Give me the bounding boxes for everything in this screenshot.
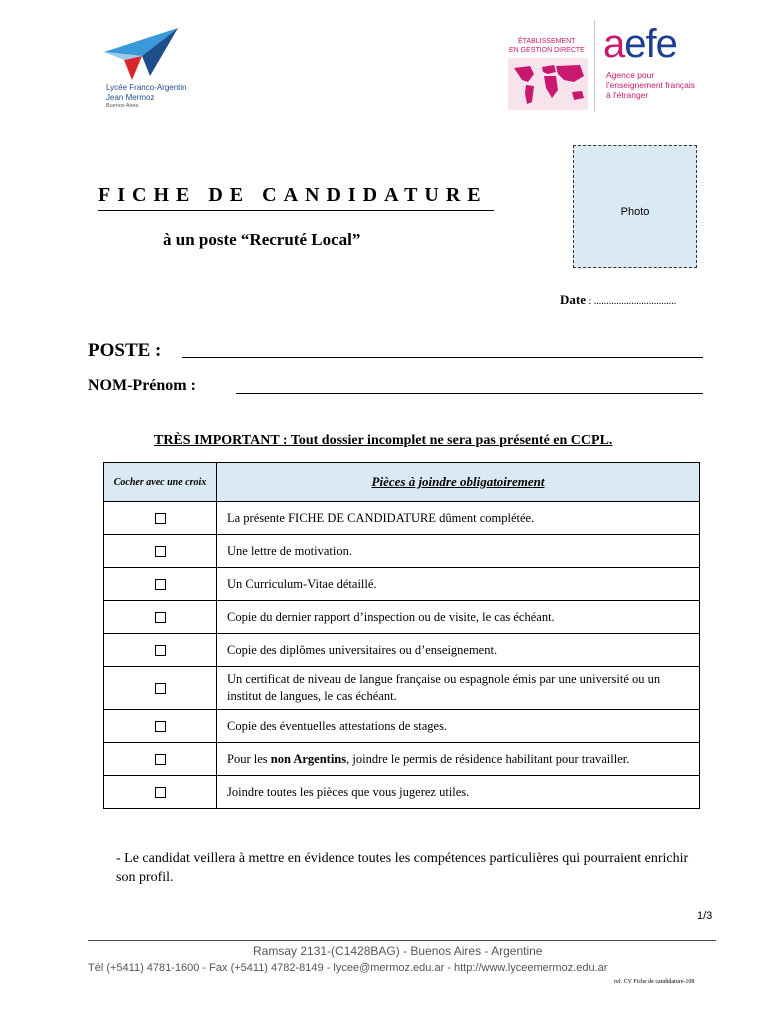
- document-item-bold: non Argentins: [270, 751, 347, 766]
- document-item-text-before: Pour les: [227, 751, 271, 766]
- footer-address: Ramsay 2131-(C1428BAG) - Buenos Aires - Argentine: [253, 944, 543, 958]
- aefe-wordmark-rest: efe: [624, 22, 677, 66]
- photo-box[interactable]: [573, 145, 697, 268]
- checkbox[interactable]: [155, 754, 166, 765]
- logo-line-school: Lycée Franco-Argentin: [106, 83, 187, 92]
- checkbox-cell: [104, 667, 217, 710]
- table-row: [104, 776, 700, 809]
- table-row: [104, 502, 700, 535]
- footer-reference: ref. CV Fiche de candidature-108: [614, 979, 695, 985]
- document-item: Un certificat de niveau de langue française ou espagnole émis par une université ou un institut de langues, le cas échéant.: [217, 667, 700, 710]
- aefe-tagline-line2: l'enseignement français: [606, 80, 696, 90]
- column-header-pieces: Pièces à joindre obligatoirement: [217, 463, 700, 502]
- logo-line-name: Jean Mermoz: [106, 93, 155, 102]
- checkbox-cell: [104, 743, 217, 776]
- date-label: Date: [560, 292, 586, 307]
- aefe-wordmark-a: a: [603, 22, 625, 66]
- document-item: Joindre toutes les pièces que vous jugerez utiles.: [217, 776, 700, 809]
- checkbox-cell: [104, 634, 217, 667]
- checkbox[interactable]: [155, 513, 166, 524]
- page-title: FICHE DE CANDIDATURE: [98, 184, 494, 211]
- checkbox-cell: [104, 502, 217, 535]
- nom-prenom-input-line[interactable]: [236, 393, 703, 394]
- checkbox-cell: [104, 710, 217, 743]
- checkbox-cell: [104, 535, 217, 568]
- documents-table: [103, 462, 700, 809]
- document-item: Un Curriculum-Vitae détaillé.: [217, 568, 700, 601]
- document-item: Copie des diplômes universitaires ou d’enseignement.: [217, 634, 700, 667]
- aefe-status-line2: EN GESTION DIRECTE: [509, 47, 585, 54]
- table-header-row: [104, 463, 700, 502]
- checkbox[interactable]: [155, 721, 166, 732]
- aefe-divider: [594, 20, 595, 112]
- photo-label: Photo: [620, 206, 650, 218]
- lycee-mermoz-logo: [98, 26, 208, 116]
- document-item: [217, 743, 700, 776]
- checkbox[interactable]: [155, 579, 166, 590]
- nom-prenom-label: NOM-Prénom :: [88, 377, 196, 394]
- checkbox[interactable]: [155, 645, 166, 656]
- poste-input-line[interactable]: [182, 357, 703, 358]
- aefe-tagline-line1: Agence pour: [606, 70, 655, 80]
- table-row: [104, 634, 700, 667]
- paper-plane-icon: [102, 26, 182, 82]
- document-item: Une lettre de motivation.: [217, 535, 700, 568]
- document-item: Copie du dernier rapport d’inspection ou de visite, le cas échéant.: [217, 601, 700, 634]
- aefe-status-line1: ÉTABLISSEMENT: [518, 38, 576, 45]
- page-subtitle: à un poste “Recruté Local”: [163, 230, 361, 249]
- candidate-note: - Le candidat veillera à mettre en évidence toutes les compétences particulières qui pourraient enrichir son profil.: [116, 851, 689, 885]
- aefe-logo: [506, 20, 706, 115]
- document-item-text-after: , joindre le permis de résidence habilitant pour travailler.: [346, 751, 630, 766]
- table-row: [104, 743, 700, 776]
- table-row: [104, 568, 700, 601]
- aefe-tagline-line3: à l'étranger: [606, 90, 649, 100]
- logo-line-city: Buenos Aires: [106, 103, 139, 109]
- checkbox[interactable]: [155, 546, 166, 557]
- aefe-wordmark: [603, 24, 677, 64]
- date-field[interactable]: [560, 292, 676, 308]
- document-item: Copie des éventuelles attestations de stages.: [217, 710, 700, 743]
- table-row: [104, 710, 700, 743]
- table-row: [104, 601, 700, 634]
- checkbox-cell: [104, 601, 217, 634]
- table-row: [104, 667, 700, 710]
- checkbox[interactable]: [155, 612, 166, 623]
- checkbox-cell: [104, 776, 217, 809]
- document-item: La présente FICHE DE CANDIDATURE dûment complétée.: [217, 502, 700, 535]
- poste-label: POSTE :: [88, 340, 162, 361]
- footer-divider: [88, 940, 716, 941]
- column-header-check: Cocher avec une croix: [104, 463, 217, 502]
- footer-contact: Tél (+5411) 4781-1600 - Fax (+5411) 4782-8149 - lycee@mermoz.edu.ar - http://www.lyceemermoz.edu.ar: [88, 962, 608, 974]
- date-input-dots: : .................................: [586, 296, 677, 307]
- aefe-tagline: [606, 70, 716, 100]
- checkbox[interactable]: [155, 787, 166, 798]
- table-row: [104, 535, 700, 568]
- page-number: 1/3: [697, 910, 713, 922]
- checkbox[interactable]: [155, 683, 166, 694]
- world-map-icon: [508, 58, 588, 110]
- important-notice: TRÈS IMPORTANT : Tout dossier incomplet ne sera pas présenté en CCPL.: [154, 433, 613, 448]
- checkbox-cell: [104, 568, 217, 601]
